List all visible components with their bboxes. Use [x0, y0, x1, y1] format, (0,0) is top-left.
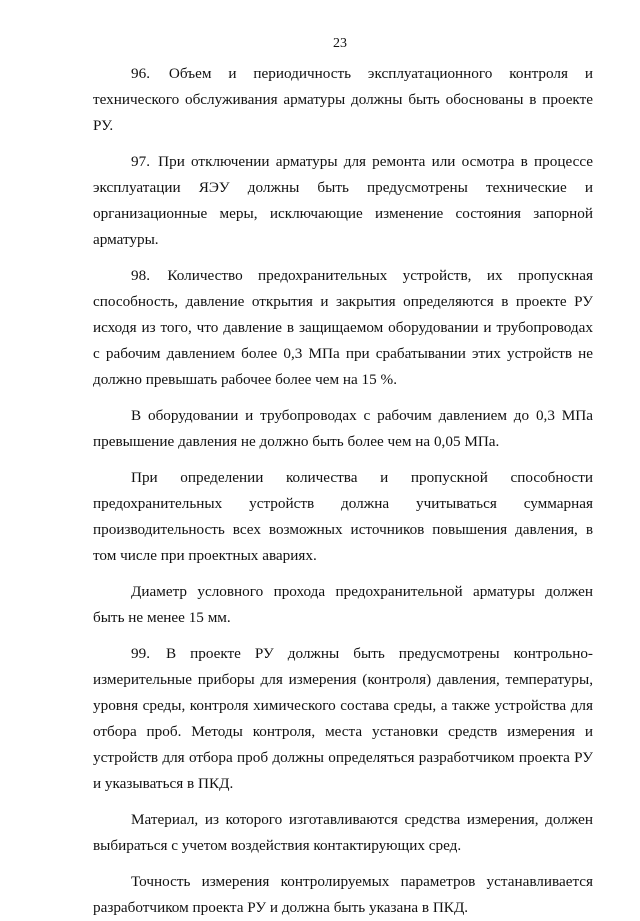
paragraph-99: [93, 641, 593, 797]
paragraph-96: [93, 61, 593, 139]
paragraph-text: При отключении арматуры для ремонта или осмотра в процессе эксплуатации ЯЭУ должны быть предусмотрены технические и организационные меры, исключающие изменение состояния запорной арматуры.: [93, 153, 593, 248]
paragraph-text: Материал, из которого изготавливаются средства измерения, должен выбираться с учетом воздействия контактирующих сред.: [93, 811, 593, 854]
paragraph-98: [93, 263, 593, 393]
paragraph-99-material: [93, 807, 593, 859]
paragraph-number: 97.: [131, 153, 150, 170]
paragraph-text: При определении количества и пропускной способности предохранительных устройств должна учитываться суммарная производительность всех возможных источников повышения давления, в том числе при проектных авариях.: [93, 469, 593, 564]
paragraph-text: Точность измерения контролируемых параметров устанавливается разработчиком проекта РУ и должна быть указана в ПКД.: [93, 873, 593, 916]
paragraph-number: 98.: [131, 267, 150, 284]
paragraph-number: 99.: [131, 645, 150, 662]
paragraph-text: Диаметр условного прохода предохранительной арматуры должен быть не менее 15 мм.: [93, 583, 593, 626]
paragraph-97: [93, 149, 593, 253]
page-number: 23: [333, 36, 347, 51]
paragraph-98-pressure-limit: [93, 403, 593, 455]
paragraph-99-accuracy: [93, 869, 593, 921]
paragraph-text: В проекте РУ должны быть предусмотрены контрольно-измерительные приборы для измерения (контроля) давления, температуры, уровня среды, контроля химического состава среды, а также устройства для отбора проб. Методы контроля, места установки средств измерения и устройств для отбора проб должны определяться разработчиком проекта РУ и указываться в ПКД.: [93, 645, 593, 792]
paragraph-98-capacity: [93, 465, 593, 569]
paragraph-text: Объем и периодичность эксплуатационного контроля и технического обслуживания арматуры должны быть обоснованы в проекте РУ.: [93, 65, 594, 134]
paragraph-98-diameter: [93, 579, 593, 631]
paragraph-text: В оборудовании и трубопроводах с рабочим давлением до 0,3 МПа превышение давления не должно быть более чем на 0,05 МПа.: [93, 407, 593, 450]
document-body: [93, 61, 593, 921]
paragraph-text: Количество предохранительных устройств, их пропускная способность, давление открытия и закрытия определяются в проекте РУ исходя из того, что давление в защищаемом оборудовании и трубопроводах с рабочим давлением более 0,3 МПа при срабатывании этих устройств не должно превышать рабочее более чем на 15 %.: [93, 267, 593, 388]
paragraph-number: 96.: [131, 65, 150, 82]
